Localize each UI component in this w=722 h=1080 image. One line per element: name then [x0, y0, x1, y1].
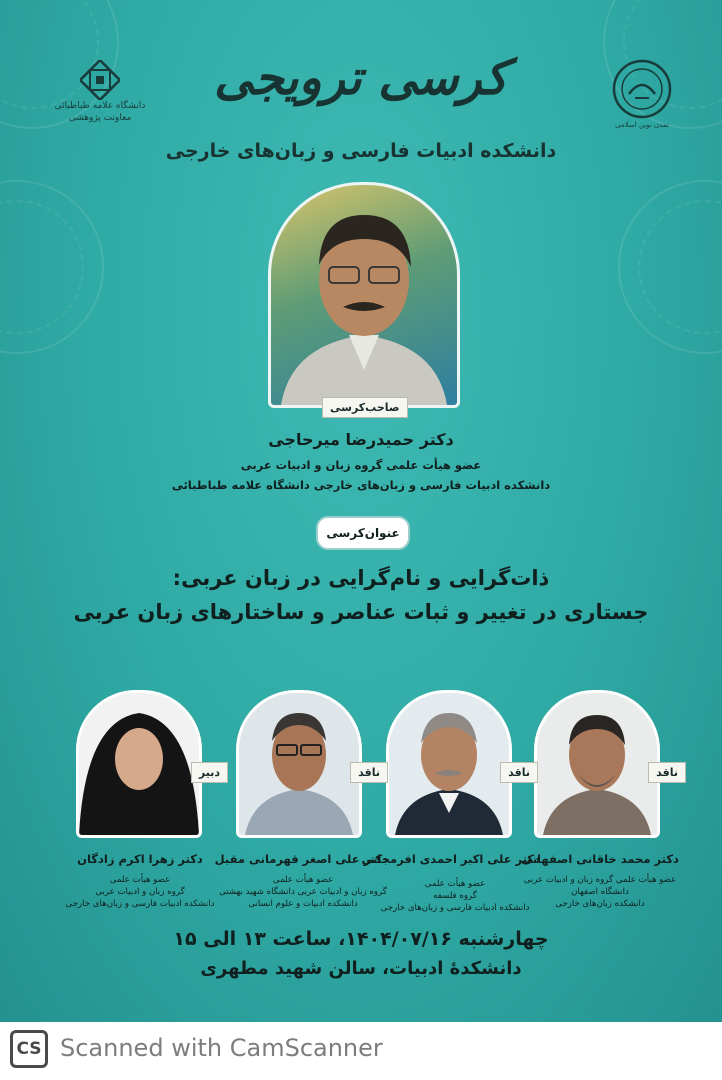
panelist-desc-line: دانشگاه اصفهان: [571, 887, 629, 897]
panelist-card: [76, 690, 220, 838]
panelist-desc-line: دانشکده ادبیات و علوم انسانی: [248, 899, 358, 909]
logo-left-line1: دانشگاه علامه طباطبائی: [54, 101, 146, 111]
host-name: دکتر حمیدرضا میرحاجی: [268, 430, 454, 449]
camscanner-logo-icon: CS: [10, 1030, 48, 1068]
panelist-desc-line: دانشکده زبان‌های خارجی: [555, 899, 645, 909]
logo-left-line2: معاونت پژوهشی: [68, 113, 132, 123]
poster-subtitle: دانشکده ادبیات فارسی و زبان‌های خارجی: [165, 140, 557, 162]
side-ornament: [618, 180, 722, 354]
host-person-icon: [271, 185, 457, 405]
topic-badge: عنوان‌کرسی: [316, 516, 410, 550]
panelist-desc-line: عضو هیأت علمی: [109, 875, 171, 885]
panelist-role-label: ناقد: [648, 762, 686, 783]
event-venue: دانشکدهٔ ادبیات، سالن شهید مطهری: [200, 958, 522, 979]
panelist-desc-line: گروه زبان و ادبیات عربی دانشگاه شهید بهشتی: [219, 887, 387, 897]
panelist-name: دکتر علی اصغر قهرمانی مقبل: [214, 852, 388, 866]
poster-title: کرسی ترویجی: [214, 50, 508, 106]
panelist-portrait: [534, 690, 660, 838]
panelist-name: دکتر زهرا اکرم زادگان: [77, 852, 203, 866]
panelist-desc-line: گروه زبان و ادبیات عربی: [95, 887, 185, 897]
panelist-role-label: ناقد: [350, 762, 388, 783]
panelist-desc-line: دانشکده ادبیات فارسی و زبان‌های خارجی: [380, 903, 530, 913]
panelist-portrait: [236, 690, 362, 838]
panelist-role-label: دبیر: [191, 762, 228, 783]
panelist-desc-line: گروه فلسفه: [433, 891, 477, 901]
panelist-person-icon: [79, 693, 199, 835]
panelist-desc-line: دانشکده ادبیات فارسی و زبان‌های خارجی: [65, 899, 215, 909]
host-affiliation: عضو هیأت علمی گروه زبان و ادبیات عربی: [240, 458, 482, 472]
scanner-watermark-text: Scanned with CamScanner: [60, 1034, 383, 1062]
panelist-desc-line: عضو هیأت علمی: [424, 879, 486, 889]
host-portrait: [268, 182, 460, 408]
panelist-card: [386, 690, 530, 838]
panelist-desc-line: عضو هیأت علمی گروه زبان و ادبیات عربی: [523, 875, 677, 885]
host-faculty: دانشکده ادبیات فارسی و زبان‌های خارجی دانشگاه علامه طباطبائی: [171, 478, 551, 492]
panelist-portrait: [76, 690, 202, 838]
logo-right-line1: تمدن نوین اسلامی: [615, 121, 669, 129]
panelist-portrait: [386, 690, 512, 838]
host-role-label: صاحب‌کرسی: [322, 397, 408, 418]
panelist-name: دکتر علی اکبر احمدی افرمجانی: [361, 852, 540, 866]
panelist-person-icon: [389, 693, 509, 835]
panelist-person-icon: [239, 693, 359, 835]
topic-title-line1: ذات‌گرایی و نام‌گرایی در زبان عربی:: [172, 566, 550, 590]
panelist-card: [534, 690, 678, 838]
event-datetime: چهارشنبه ۱۴۰۴/۰۷/۱۶، ساعت ۱۳ الی ۱۵: [173, 928, 549, 950]
panelist-person-icon: [537, 693, 657, 835]
panelist-name: دکتر محمد خاقانی اصفهانی: [521, 852, 679, 866]
side-ornament: [0, 180, 104, 354]
topic-title-line2: جستاری در تغییر و ثبات عناصر و ساختارهای زبان عربی: [73, 600, 649, 624]
panelist-card: [236, 690, 380, 838]
panelist-desc-line: عضو هیأت علمی: [272, 875, 334, 885]
panelist-role-label: ناقد: [500, 762, 538, 783]
